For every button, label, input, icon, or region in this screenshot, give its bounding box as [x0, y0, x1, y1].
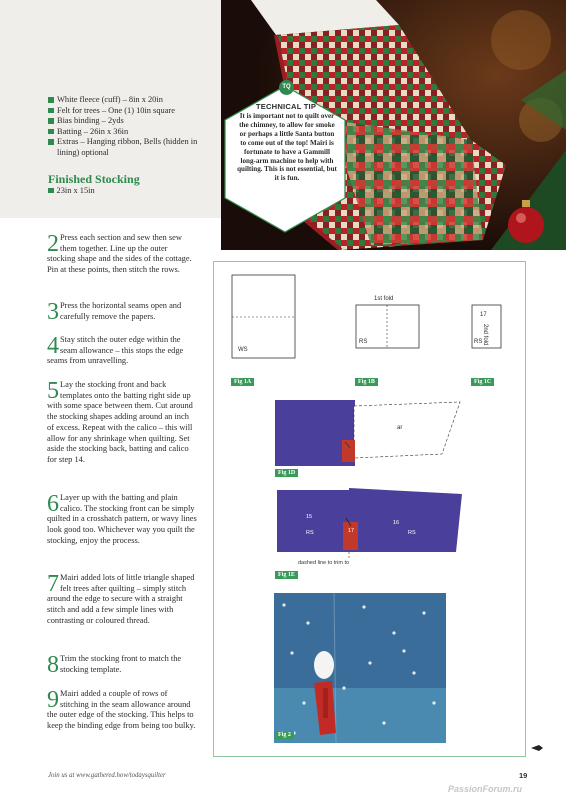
- fig-1e-rs-left: RS: [306, 530, 314, 536]
- fig-1c-label: Fig 1C: [471, 378, 494, 386]
- fig-1e-diagram: [276, 486, 466, 558]
- bullet-square-icon: [48, 129, 54, 135]
- watermark: PassionForum.ru: [448, 784, 523, 794]
- finished-size: 23in x 15in: [48, 186, 95, 195]
- step-8: 8 Trim the stocking front to match the stocking template.: [47, 652, 182, 678]
- materials-list: [48, 95, 218, 159]
- step-2: 2 Press each section and sew then sew them together. Line up the outer stocking shape and the sides of the cottage. Pin at these points, then stitch the rows.: [47, 231, 192, 275]
- fig-1d-diagram: [274, 398, 464, 468]
- fig-1e-number-16: 16: [393, 520, 400, 526]
- bullet-square-icon: [48, 108, 54, 114]
- bullet-square-icon: [48, 139, 54, 145]
- material-item: Batting – 26in x 36in: [48, 127, 218, 138]
- technical-tip-body: It is important not to quilt over the chimney, to allow for smoke or perhaps a little Santa button to come out of the top! Mairi is fortunate to have a Gammill long-arm machine to help with quilting. This is not essential, but it is fun.: [237, 112, 337, 183]
- material-item: White fleece (cuff) – 8in x 20in: [48, 95, 218, 106]
- fig-1e-label: Fig 1E: [275, 571, 298, 579]
- fig-1c-rs-label: RS: [474, 339, 483, 345]
- finished-stocking-heading: Finished Stocking: [48, 172, 140, 186]
- step-4: 4 Stay stitch the outer edge within the seam allowance – this stops the edge seams from unravelling.: [47, 333, 184, 366]
- figures-panel: [213, 261, 526, 757]
- fig-1a-label: Fig 1A: [231, 378, 254, 386]
- end-mark-icon: [530, 744, 544, 752]
- fig-1e-rs-right: RS: [408, 530, 416, 536]
- step-7: 7 Mairi added lots of little triangle shaped felt trees after quilting – simply stitch around the edge to secure with a straight stitch and add a few simple lines with contrasting or coloured thread.: [47, 571, 195, 625]
- fig-1b-label: Fig 1B: [355, 378, 378, 386]
- fig-2-label: Fig 2: [275, 731, 294, 739]
- bullet-square-icon: [48, 97, 54, 103]
- fig-1b-fold-label: 1st fold: [374, 296, 394, 302]
- fig-1e-number-15: 15: [306, 514, 313, 520]
- fig-1d-label: Fig 1D: [275, 469, 298, 477]
- fig-1e-number-17: 17: [348, 528, 355, 534]
- step-9: 9 Mairi added a couple of rows of stitching in the seam allowance around the outer edge of the stocking. This helps to keep the binding edge from being too bulky.: [47, 687, 196, 731]
- step-3: 3 Press the horizontal seams open and carefully remove the papers.: [47, 299, 182, 325]
- step-5: 5 Lay the stocking front and back templates onto the batting right side up with some space between them. Cut around the stocking shapes adding around an inch of excess. Repeat with the calico – this will allow for any shrinkage when quilting. Set aside the stocking back, batting and calico for step 14.: [47, 378, 193, 464]
- fig-1c-fold-label: 2nd fold: [482, 324, 488, 346]
- bullet-square-icon: [48, 188, 54, 194]
- tq-badge-icon: TQ: [279, 80, 294, 95]
- material-item: Felt for trees – One (1) 10in square: [48, 106, 218, 117]
- fig-1b-rs-label: RS: [359, 339, 368, 345]
- technical-tip-title: TECHNICAL TIP: [255, 102, 317, 111]
- fig-1c-number: 17: [480, 312, 487, 318]
- page-number: 19: [519, 771, 528, 780]
- step-6: 6 Layer up with the batting and plain calico. The stocking front can be simply quilted in a crosshatch pattern, or wavy lines look good too. Whichever way you quilt the stocking, enjoy the process.: [47, 491, 197, 545]
- fig-1d-number: ar: [397, 425, 403, 431]
- fig-1e-trim-note: dashed line to trim to: [298, 560, 350, 566]
- material-item: Bias binding – 2yds: [48, 116, 218, 127]
- fig-2-photo: [274, 593, 446, 743]
- bullet-square-icon: [48, 118, 54, 124]
- fig-1a-ws-label: WS: [238, 347, 248, 353]
- material-item: Extras – Hanging ribbon, Bells (hidden in lining) optional: [48, 137, 218, 158]
- footer-link[interactable]: Join us at www.gathered.how/todaysquilter: [48, 772, 166, 779]
